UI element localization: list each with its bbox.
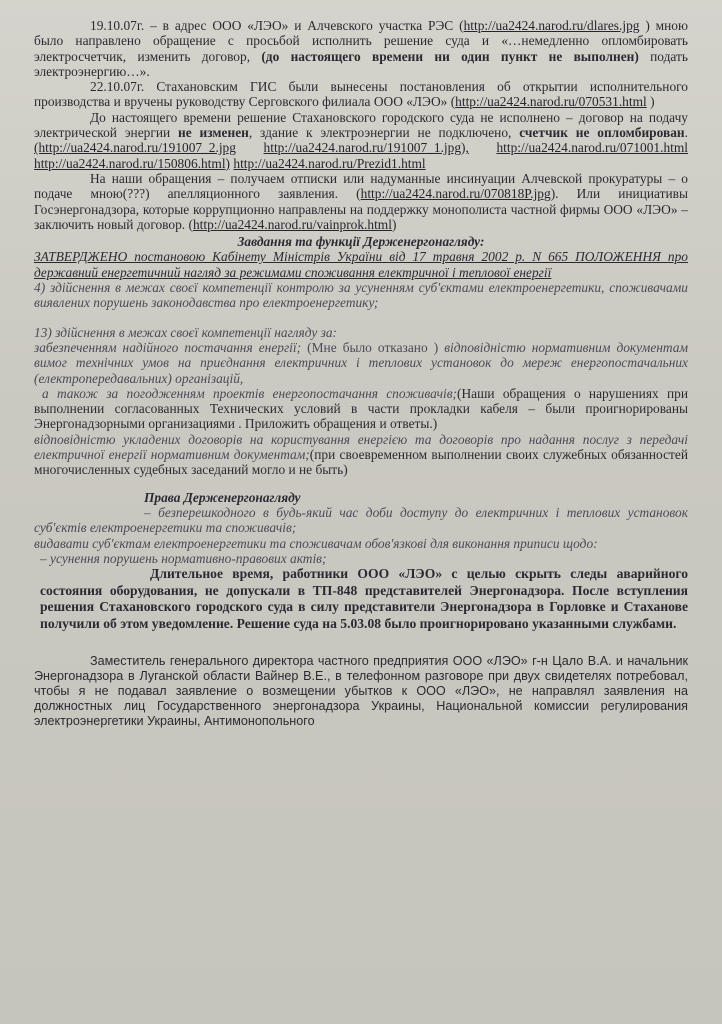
resolution-reference: ЗАТВЕРДЖЕНО постановою Кабінету Міністрів України від 17 травня 2002 р. N 665 ПОЛОЖЕННЯ про державний енергетичний нагляд за режимами споживання електричної і теплової енергії	[34, 249, 688, 280]
refused-note: (Мне было отказано )	[307, 339, 439, 355]
task-item-13-a: забезпеченням надійного постачання енергії; (Мне было отказано ) відповідністю нормативним документам вимог технічних умов на приєднання електричних і теплових установок до мереж енергопостачальних (електропередавальних) організацій,	[34, 339, 688, 386]
paragraph-appeals: На наши обращения – получаем отписки или надуманные инсинуации Алчевской прокуратуры – о подаче мною(???) апелляционного заявления. (http://ua2424.narod.ru/070818P.jpg). Или инициативы Госэнергонадзора, которые коррупционно направлены на поддержку монополиста частной фирмы ООО «ЛЭО» – заключить новый договор. (http://ua2424.narod.ru/vainprok.html)	[34, 170, 688, 232]
link-dlares[interactable]: http://ua2424.narod.ru/dlares.jpg	[463, 18, 640, 33]
link-150806[interactable]: http://ua2424.narod.ru/150806.html)	[34, 155, 231, 171]
specs-violation-note: (Наши обращения о нарушениях при выполнении согласованных Технических условий в части прокладки кабеля – были проигнорированы Энергонадзорными организациями . Приложить обращения и ответы.)	[34, 385, 688, 432]
tasks-heading: Завдання та функції Держенергонагляду:	[237, 234, 485, 250]
link-191007-2[interactable]: (http://ua2424.narod.ru/191007_2.jpg	[34, 140, 236, 156]
task-item-4: 4) здійснення в межах своєї компетенції контролю за усуненням суб'єктами електроенергетики, споживачами виявлених порушень законодавства про електроенергетику;	[34, 280, 688, 311]
right-access: – безперешкодного в будь-який час доби доступу до електричних і теплових установок суб'єктів електроенергетики та споживачів;	[34, 504, 688, 536]
rights-heading: Права Держенергонагляду	[144, 489, 301, 505]
paragraph-long-time: Длительное время, работники ООО «ЛЭО» с целью скрыть следы аварийного состояния оборудования, не допускали в ТП-848 представителей Энергонадзора. После вступления решения Стахановского городского суда в силу представители Энергонадзора в Горловке и Стаханове получили об этом уведомление. Решение суда на 5.03.08 было проигнорировано указанными службами.	[40, 566, 688, 631]
paragraph-court-decision: До настоящего времени решение Стахановского городского суда не исполнено – договор на подачу электрической энергии не изменен, здание к электроэнергии не подключено, счетчик не опломбирован. (http://ua2424.narod.ru/191007_2.jpg http://ua2424.narod.ru/191007_1.jpg), http://ua2424.narod.ru/071001.html http://ua2424.narod.ru/150806.html) http://ua2424.narod.ru/Prezid1.html	[34, 109, 688, 171]
link-191007-1[interactable]: http://ua2424.narod.ru/191007_1.jpg),	[263, 140, 469, 156]
task-item-13-heading: 13) здійснення в межах своєї компетенції нагляду за:	[34, 324, 337, 340]
link-070531[interactable]: http://ua2424.narod.ru/070531.html	[455, 94, 647, 110]
paragraph-22-10-07: 22.10.07г. Стахановским ГИС были вынесены постановления об открытии исполнительного производства и вручены руководству Серговского филиала ООО «ЛЭО» (http://ua2424.narod.ru/070531.html )	[34, 79, 688, 110]
link-prezid1[interactable]: http://ua2424.narod.ru/Prezid1.html	[233, 155, 426, 171]
task-item-13-d: відповідністю укладених договорів на користування енергією та договорів про надання послуг з передачі електричної енергії нормативним документам;(при своевременном выполнении своих служебных обязанностей многочисленных судебных заседаний могло и не быть)	[34, 431, 688, 478]
court-sessions-note: (при своевременном выполнении своих служебных обязанностей многочисленных судебных заседаний могло и не быть)	[34, 447, 688, 478]
paragraph-deputy-director: Заместитель генерального директора частного предприятия ООО «ЛЭО» г-н Цало В.А. и начальник Энергонадзора в Луганской области Вайнер В.Е., в телефонном разговоре при двух свидетелях потребовал, чтобы я не подавал заявление о возмещении убытков к ООО «ЛЭО», не направлял заявления на должностных лиц Государственного энергонадзора Украины, Национальной комиссии регулирования электроэнергетики Украины, Антимонопольного	[34, 654, 688, 729]
not-fulfilled-note: (до настоящего времени ни один пункт не выполнен)	[261, 48, 639, 64]
paragraph-19-10-07: 19.10.07г. – в адрес ООО «ЛЭО» и Алчевского участка РЭС (http://ua2424.narod.ru/dlares.jpg ) мною было направлено обращение с просьбой исполнить решение суда и «…немедленно опломбировать электросчетчик, изменить договор, (до настоящего времени ни один пункт не выполнен) подать электроэнергию…».	[34, 18, 688, 79]
link-071001[interactable]: http://ua2424.narod.ru/071001.html	[496, 140, 688, 156]
right-eliminate-violations: – усунення порушень нормативно-правових актів;	[40, 550, 327, 566]
right-orders: видавати суб'єктам електроенергетики та споживачам обов'язкові для виконання приписи щодо:	[34, 535, 598, 551]
date-19-10-07: 19.10.07г.	[90, 18, 145, 33]
link-070818p[interactable]: http://ua2424.narod.ru/070818P.jpg	[360, 186, 551, 202]
task-item-13-c: а також за погодженням проектів енергопостачання споживачів;(Наши обращения о нарушениях при выполнении согласованных Технических условий в части прокладки кабеля – были проигнорированы Энергонадзорными организациями . Приложить обращения и ответы.)	[34, 385, 688, 432]
link-vainprok[interactable]: http://ua2424.narod.ru/vainprok.html	[192, 216, 392, 232]
